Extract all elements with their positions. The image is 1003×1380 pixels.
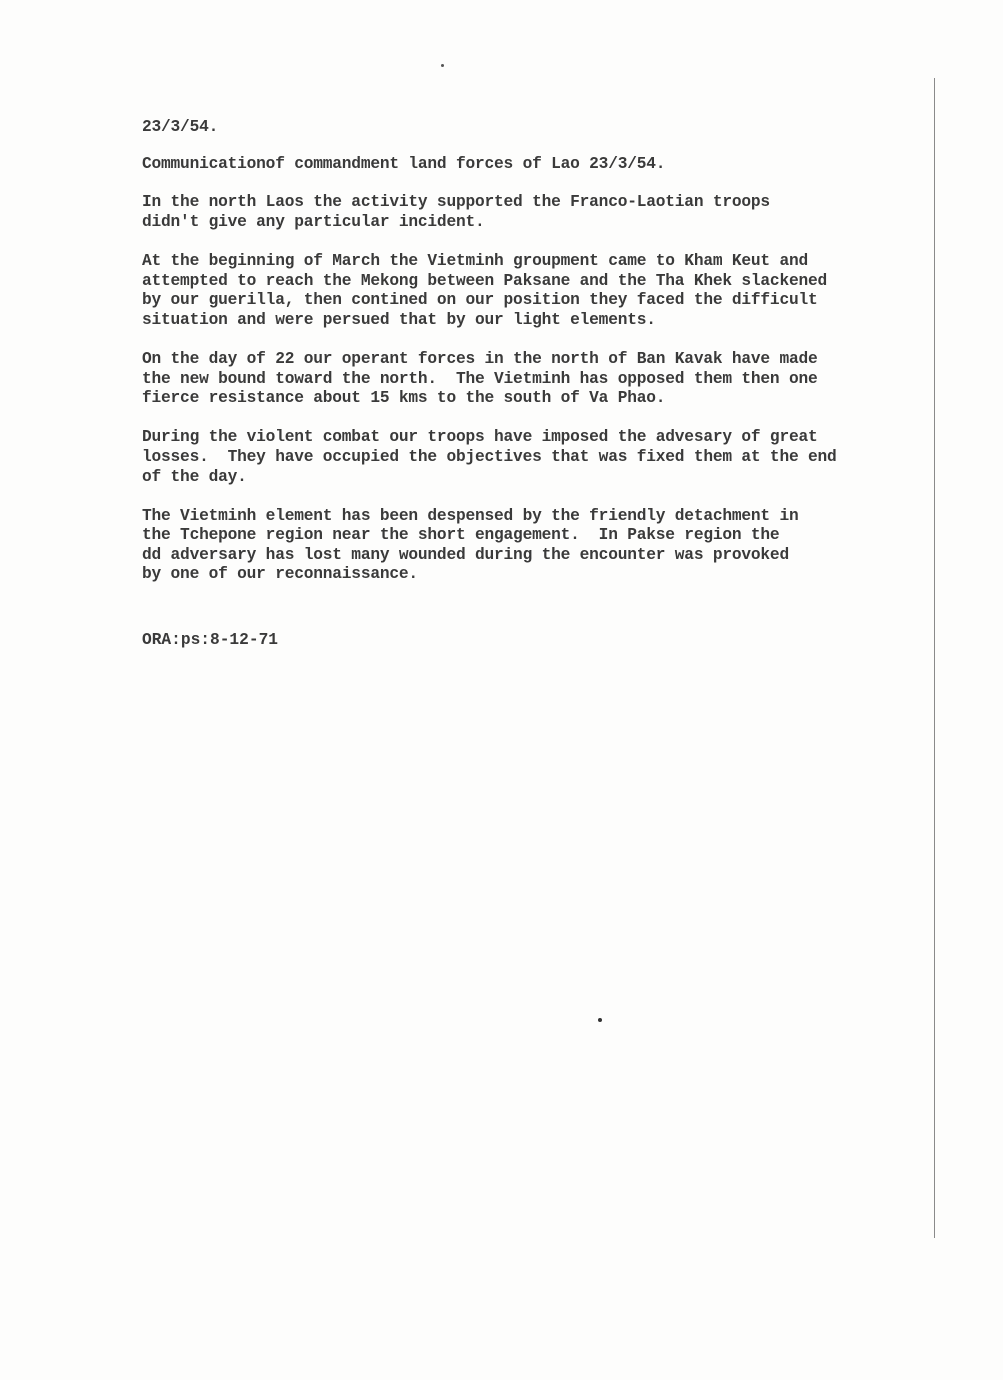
document-body bbox=[142, 118, 922, 605]
page-edge-line bbox=[934, 78, 935, 1238]
paragraph-line: fierce resistance about 15 kms to the south of Va Phao. bbox=[142, 389, 666, 408]
paragraph-line: At the beginning of March the Vietminh groupment came to Kham Keut and bbox=[142, 251, 808, 270]
paragraph-line: In the north Laos the activity supported the Franco-Laotian troops bbox=[142, 193, 770, 212]
paragraph-line: of the day. bbox=[142, 467, 247, 486]
paragraph-line: During the violent combat our troops have imposed the advesary of great bbox=[142, 428, 818, 447]
document-date: 23/3/54. bbox=[142, 118, 219, 136]
paragraph-line: the Tchepone region near the short engagement. In Pakse region the bbox=[142, 526, 780, 545]
paragraph bbox=[142, 252, 922, 330]
document-reference: ORA:ps:8-12-71 bbox=[142, 631, 278, 649]
paragraph bbox=[142, 193, 922, 232]
scan-speck bbox=[441, 64, 444, 67]
paragraph-line: by our guerilla, then contined on our position they faced the difficult bbox=[142, 291, 818, 310]
paragraph-line: dd adversary has lost many wounded during the encounter was provoked bbox=[142, 545, 789, 564]
paragraph-line: The Vietminh element has been despensed by the friendly detachment in bbox=[142, 506, 799, 525]
paragraph-line: the new bound toward the north. The Vietminh has opposed them then one bbox=[142, 369, 818, 388]
paragraph bbox=[142, 428, 922, 487]
scan-speck bbox=[598, 1018, 602, 1022]
paragraph-line: didn't give any particular incident. bbox=[142, 212, 485, 231]
paragraph-line: attempted to reach the Mekong between Paksane and the Tha Khek slackened bbox=[142, 271, 828, 290]
paragraph-line: losses. They have occupied the objectives that was fixed them at the end bbox=[142, 447, 837, 466]
document-title: Communicationof commandment land forces of Lao 23/3/54. bbox=[142, 154, 666, 173]
paragraph bbox=[142, 507, 922, 585]
paragraph-line: situation and were persued that by our light elements. bbox=[142, 310, 656, 329]
paragraph-line: by one of our reconnaissance. bbox=[142, 565, 418, 584]
paragraph-line: On the day of 22 our operant forces in the north of Ban Kavak have made bbox=[142, 349, 818, 368]
paragraph bbox=[142, 350, 922, 409]
